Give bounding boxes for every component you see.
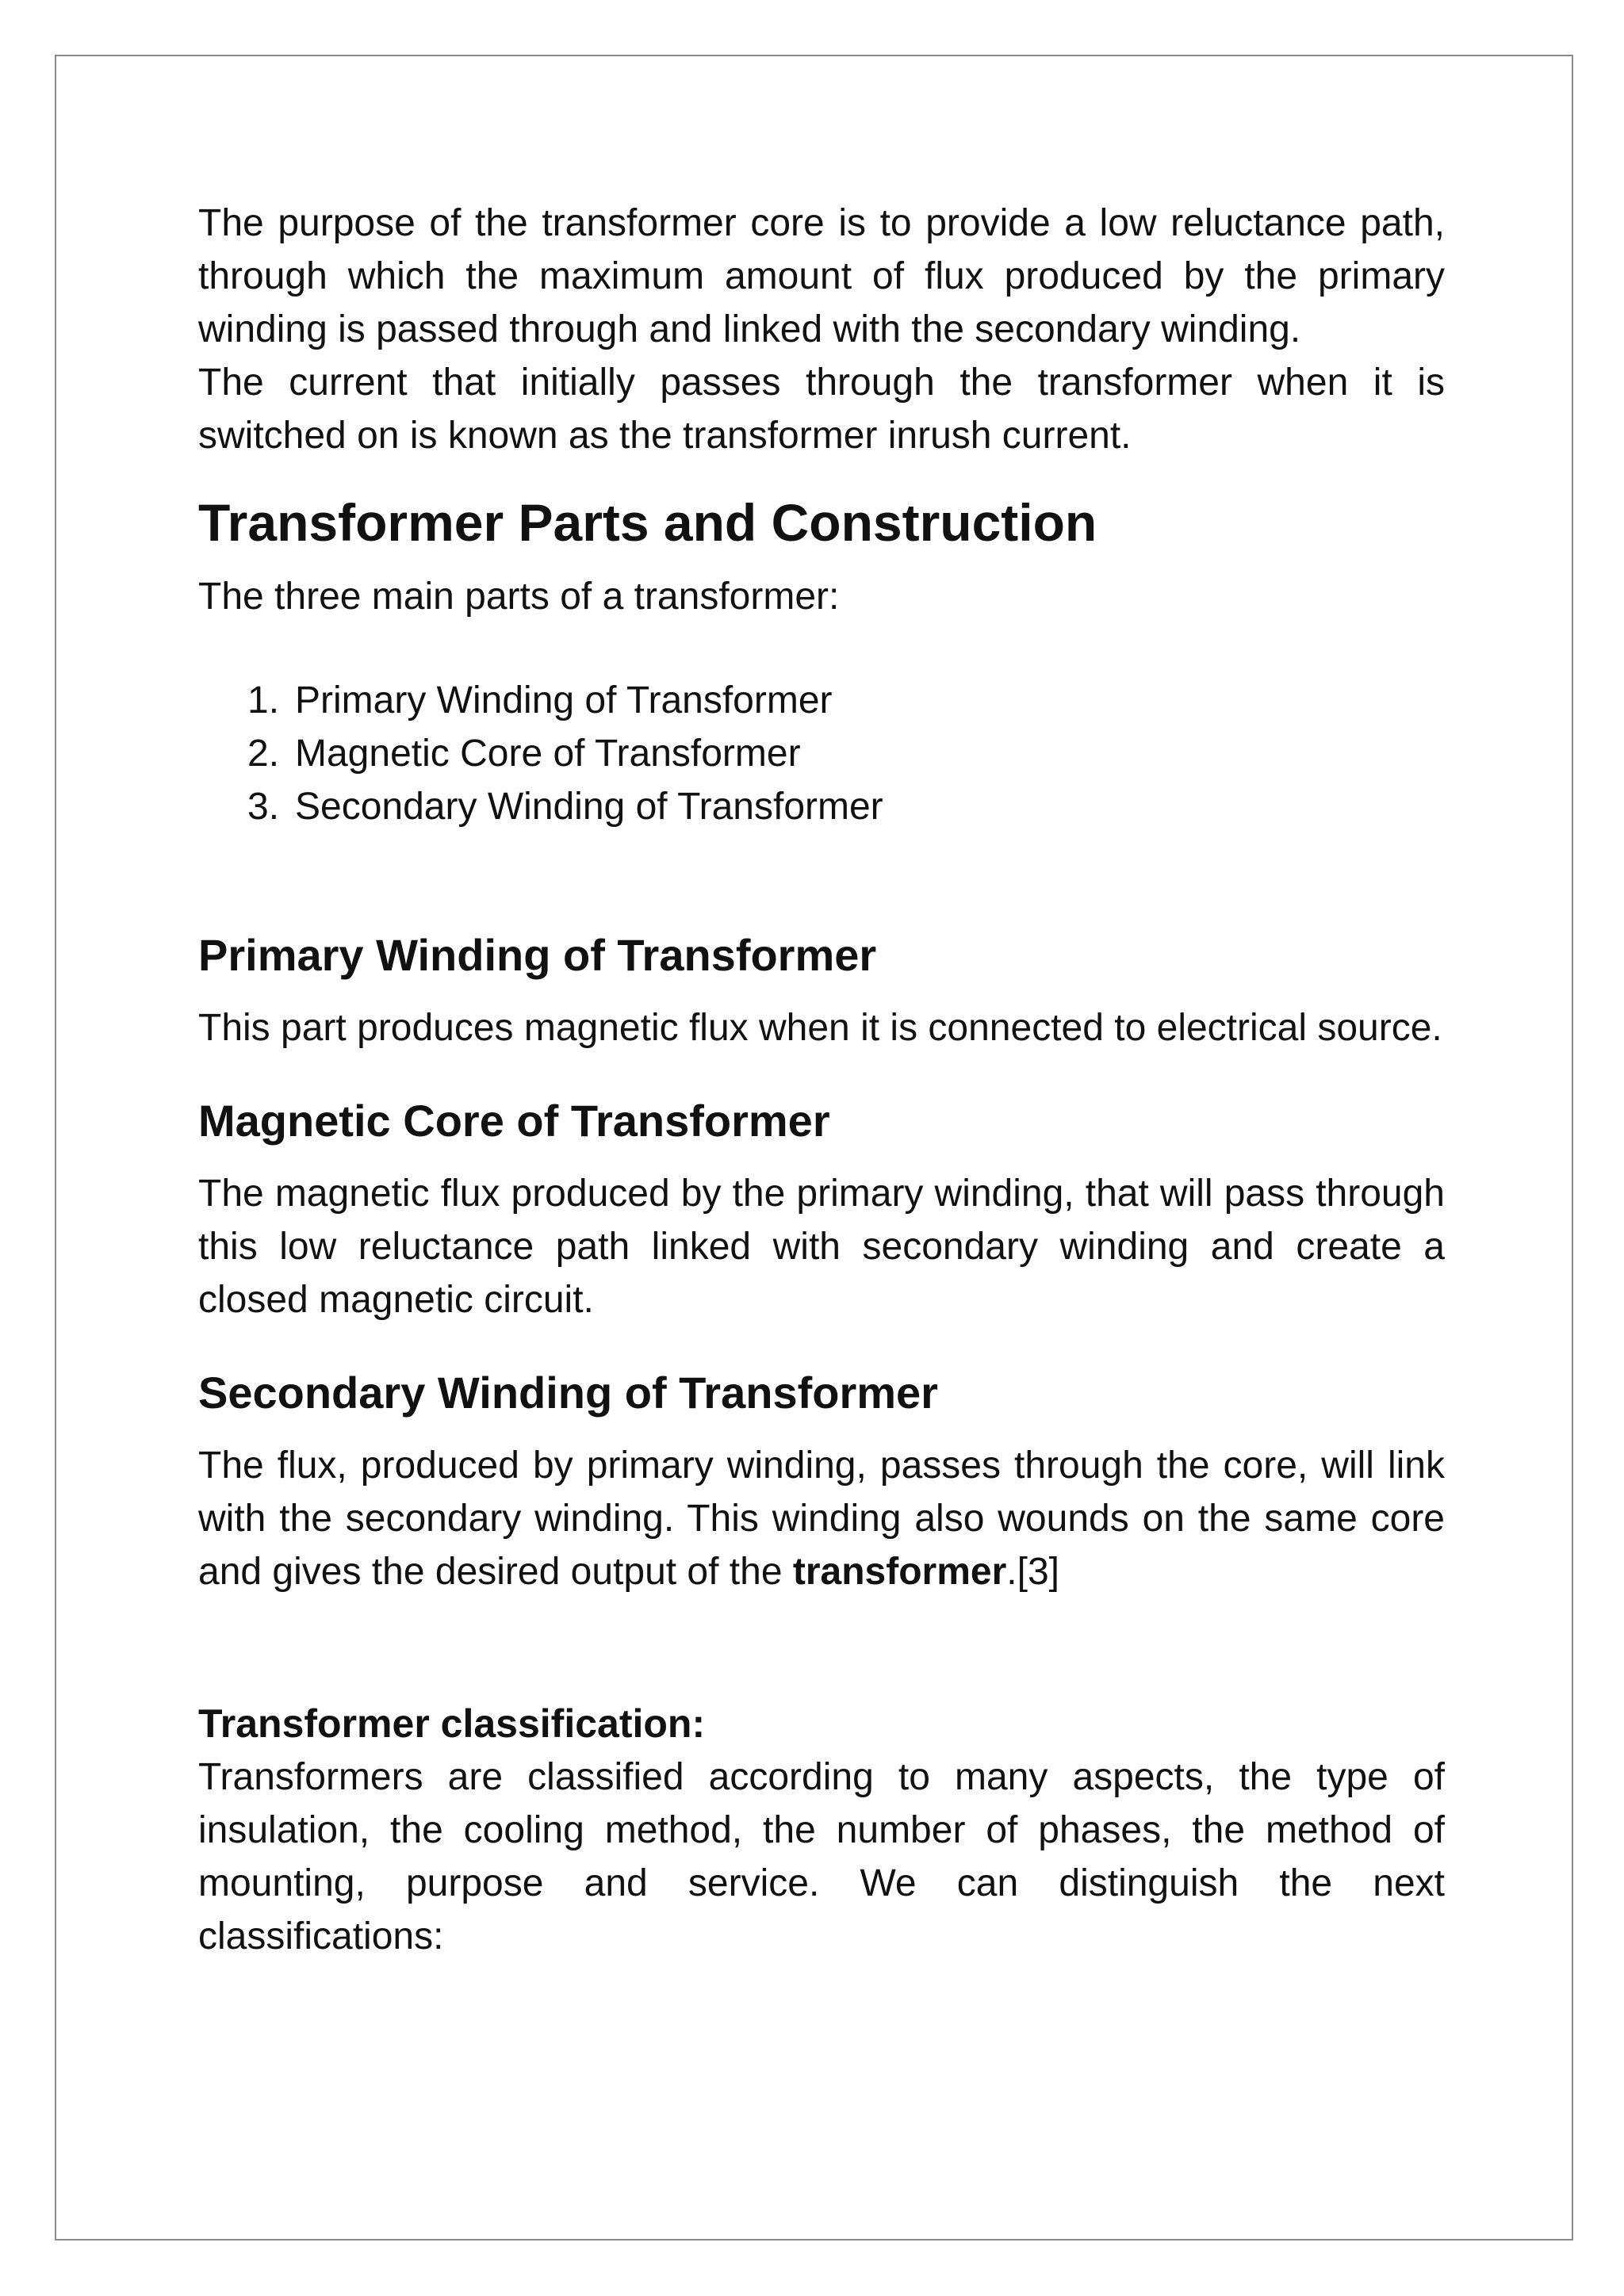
list-item-text: Secondary Winding of Transformer	[295, 786, 883, 828]
intro-paragraph-core-purpose: The purpose of the transformer core is to provide a low reluctance path, through which the maximum amount of flux produced by the primary winding is passed through and linked with the secondary winding.	[198, 202, 1445, 350]
list-item	[198, 727, 1445, 780]
parts-intro-text: The three main parts of a transformer:	[198, 576, 840, 618]
document-content	[198, 197, 1445, 1963]
primary-winding-text: This part produces magnetic flux when it is connected to electrical source.	[198, 1007, 1442, 1049]
heading-secondary-winding: Secondary Winding of Transformer	[198, 1368, 938, 1418]
list-item-number: 1.	[247, 679, 280, 721]
list-item-text: Magnetic Core of Transformer	[295, 733, 801, 775]
heading-parts-and-construction: Transformer Parts and Construction	[198, 493, 1097, 552]
intro-paragraph-inrush-current: The current that initially passes through the transformer when it is switched on is known as the transformer inrush current.	[198, 362, 1445, 457]
list-item-text: Primary Winding of Transformer	[295, 679, 833, 721]
list-item-number: 2.	[247, 733, 280, 775]
magnetic-core-text: The magnetic flux produced by the primary winding, that will pass through this low reluctance path linked with secondary winding and create a closed magnetic circuit.	[198, 1173, 1445, 1321]
secondary-text-after: .[3]	[1006, 1551, 1059, 1593]
list-item-number: 3.	[247, 786, 280, 828]
secondary-text-bold: transformer	[792, 1551, 1007, 1593]
parts-list	[198, 674, 1445, 833]
list-item	[198, 674, 1445, 727]
secondary-text-before: The flux, produced by primary winding, passes through the core, will link with the secondary winding. This winding also wounds on the same core and gives the desired output of the	[198, 1445, 1445, 1593]
secondary-winding-text	[198, 1439, 1445, 1598]
heading-magnetic-core: Magnetic Core of Transformer	[198, 1096, 830, 1146]
classification-text: Transformers are classified according to many aspects, the type of insulation, the cooling method, the number of phases, the method of mounting, purpose and service. We can distinguish the next classifications:	[198, 1756, 1445, 1957]
heading-primary-winding: Primary Winding of Transformer	[198, 930, 877, 980]
heading-classification: Transformer classification:	[198, 1701, 706, 1746]
list-item	[198, 780, 1445, 833]
